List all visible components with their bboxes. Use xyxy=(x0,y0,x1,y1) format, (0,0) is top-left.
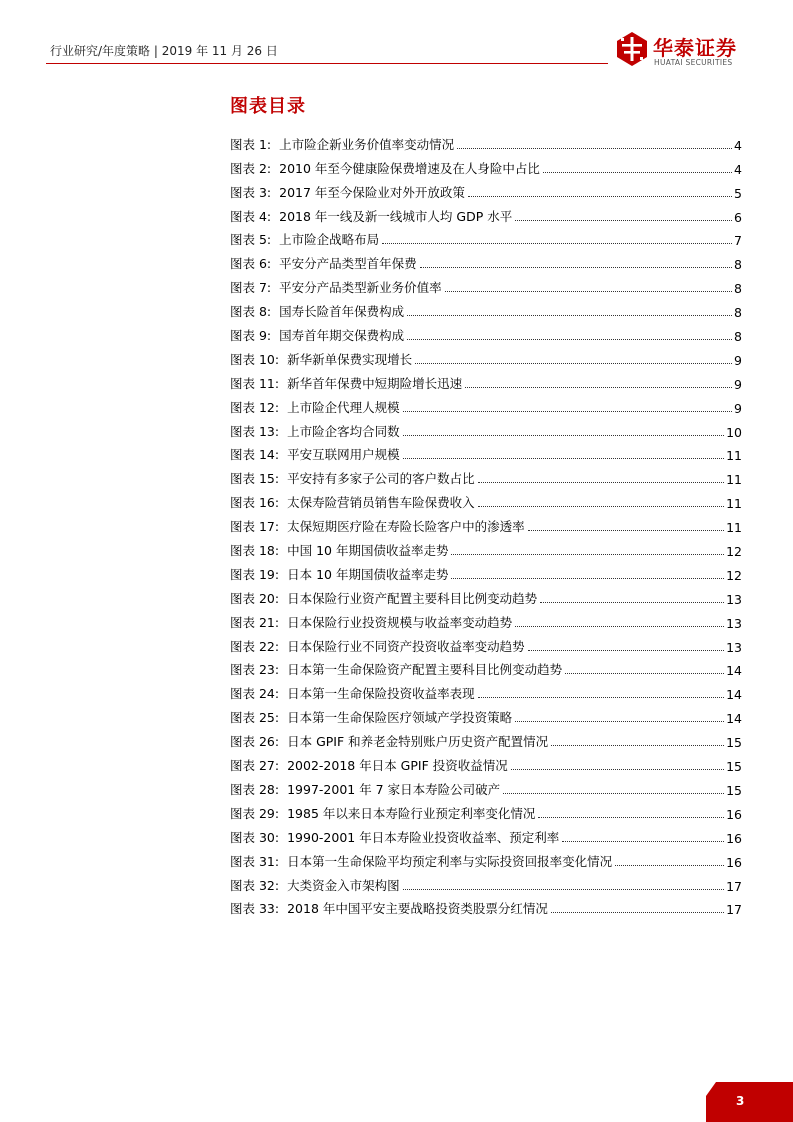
toc-entry[interactable] xyxy=(230,368,742,392)
toc-entry[interactable] xyxy=(230,392,742,416)
toc-entry-page: 15 xyxy=(726,759,742,775)
toc-entry-label: 图表 29: xyxy=(230,805,280,821)
toc-entry-title: 日本 10 年期国债收益率走势 xyxy=(287,566,449,582)
toc-leader-dots xyxy=(451,578,724,579)
toc-entry-page: 11 xyxy=(726,496,742,512)
toc-entry-label: 图表 31: xyxy=(230,853,280,869)
toc-entry[interactable] xyxy=(230,774,742,798)
toc-entry-label: 图表 10: xyxy=(230,351,280,367)
toc-leader-dots xyxy=(503,793,724,794)
toc-entry[interactable] xyxy=(230,272,742,296)
toc-entry-page: 13 xyxy=(726,615,742,631)
toc-list xyxy=(230,129,742,917)
toc-entry[interactable] xyxy=(230,750,742,774)
toc-entry-title: 2002-2018 年日本 GPIF 投资收益情况 xyxy=(287,758,508,774)
toc-entry-page: 13 xyxy=(726,639,742,655)
toc-leader-dots xyxy=(478,697,724,698)
page-number-badge xyxy=(706,1082,793,1122)
toc-entry[interactable] xyxy=(230,153,742,177)
toc-entry[interactable] xyxy=(230,607,742,631)
toc-leader-dots xyxy=(515,626,724,627)
toc-entry-title: 2010 年至今健康险保费增速及在人身险中占比 xyxy=(279,160,540,176)
toc-leader-dots xyxy=(540,602,724,603)
toc-leader-dots xyxy=(528,650,724,651)
toc-entry[interactable] xyxy=(230,702,742,726)
toc-entry-title: 2018 年中国平安主要战略投资类股票分红情况 xyxy=(287,901,548,917)
toc-entry[interactable] xyxy=(230,487,742,511)
toc-leader-dots xyxy=(528,530,724,531)
toc-entry-label: 图表 4: xyxy=(230,208,272,224)
huatai-logo xyxy=(617,30,749,70)
toc-entry-title: 平安持有多家子公司的客户数占比 xyxy=(287,471,475,487)
toc-entry[interactable] xyxy=(230,870,742,894)
toc-entry-title: 平安互联网用户规模 xyxy=(287,447,400,463)
toc-entry[interactable] xyxy=(230,511,742,535)
toc-leader-dots xyxy=(407,315,732,316)
page-number: 3 xyxy=(736,1094,745,1108)
toc-leader-dots xyxy=(420,267,732,268)
toc-entry[interactable] xyxy=(230,798,742,822)
toc-entry-label: 图表 22: xyxy=(230,638,280,654)
toc-entry[interactable] xyxy=(230,463,742,487)
toc-leader-dots xyxy=(403,458,724,459)
toc-entry-page: 14 xyxy=(726,711,742,727)
toc-leader-dots xyxy=(407,339,732,340)
toc-leader-dots xyxy=(511,769,724,770)
toc-leader-dots xyxy=(415,363,732,364)
toc-entry[interactable] xyxy=(230,535,742,559)
toc-entry-title: 国寿长险首年保费构成 xyxy=(279,304,405,320)
toc-entry-page: 8 xyxy=(734,281,742,297)
toc-entry-page: 9 xyxy=(734,376,742,392)
toc-entry-title: 2017 年至今保险业对外开放政策 xyxy=(279,184,465,200)
toc-entry[interactable] xyxy=(230,344,742,368)
toc-entry-label: 图表 27: xyxy=(230,758,280,774)
header-breadcrumb: 行业研究/年度策略 | 2019 年 11 月 26 日 xyxy=(50,44,278,58)
toc-leader-dots xyxy=(468,196,732,197)
toc-entry-label: 图表 28: xyxy=(230,781,280,797)
toc-leader-dots xyxy=(382,243,732,244)
toc-leader-dots xyxy=(565,673,724,674)
toc-entry-page: 11 xyxy=(726,520,742,536)
toc-leader-dots xyxy=(403,411,732,412)
toc-entry[interactable] xyxy=(230,894,742,918)
toc-entry-page: 8 xyxy=(734,305,742,321)
header-divider xyxy=(46,63,608,64)
toc-entry-title: 日本第一生命保险医疗领域产学投资策略 xyxy=(287,710,513,726)
toc-entry-title: 上市险企新业务价值率变动情况 xyxy=(279,136,455,152)
toc-entry[interactable] xyxy=(230,655,742,679)
toc-entry[interactable] xyxy=(230,846,742,870)
huatai-logo-icon xyxy=(617,32,647,66)
toc-entry[interactable] xyxy=(230,631,742,655)
toc-entry-page: 15 xyxy=(726,782,742,798)
toc-leader-dots xyxy=(403,889,724,890)
toc-entry[interactable] xyxy=(230,320,742,344)
toc-entry-label: 图表 19: xyxy=(230,566,280,582)
toc-entry-title: 2018 年一线及新一线城市人均 GDP 水平 xyxy=(279,208,513,224)
toc-entry-page: 9 xyxy=(734,352,742,368)
logo-chinese-name: 华泰证券 xyxy=(653,36,737,60)
toc-entry-label: 图表 15: xyxy=(230,471,280,487)
toc-entry-title: 日本保险行业投资规模与收益率变动趋势 xyxy=(287,614,513,630)
toc-entry-page: 7 xyxy=(734,233,742,249)
toc-entry-label: 图表 5: xyxy=(230,232,272,248)
toc-entry-page: 14 xyxy=(726,687,742,703)
toc-entry-page: 17 xyxy=(726,878,742,894)
toc-entry-page: 11 xyxy=(726,448,742,464)
toc-entry-label: 图表 17: xyxy=(230,519,280,535)
toc-leader-dots xyxy=(465,387,732,388)
toc-entry-label: 图表 3: xyxy=(230,184,272,200)
toc-entry-page: 6 xyxy=(734,209,742,225)
toc-entry-label: 图表 8: xyxy=(230,304,272,320)
toc-entry-title: 太保短期医疗险在寿险长险客户中的渗透率 xyxy=(287,519,525,535)
toc-entry-label: 图表 1: xyxy=(230,136,272,152)
toc-entry-title: 1985 年以来日本寿险行业预定利率变化情况 xyxy=(287,805,536,821)
toc-entry-page: 12 xyxy=(726,544,742,560)
toc-entry-label: 图表 20: xyxy=(230,590,280,606)
toc-entry-page: 16 xyxy=(726,854,742,870)
toc-entry-title: 平安分产品类型新业务价值率 xyxy=(279,280,442,296)
toc-entry[interactable] xyxy=(230,177,742,201)
toc-leader-dots xyxy=(615,865,724,866)
toc-leader-dots xyxy=(445,291,732,292)
toc-entry-page: 8 xyxy=(734,329,742,345)
toc-entry-page: 16 xyxy=(726,806,742,822)
toc-entry-title: 上市险企客均合同数 xyxy=(287,423,400,439)
toc-title: 图表目录 xyxy=(230,96,306,117)
toc-entry-title: 日本第一生命保险平均预定利率与实际投资回报率变化情况 xyxy=(287,853,613,869)
toc-entry-title: 日本第一生命保险投资收益率表现 xyxy=(287,686,475,702)
toc-entry-label: 图表 25: xyxy=(230,710,280,726)
toc-entry-page: 15 xyxy=(726,735,742,751)
toc-entry-title: 日本 GPIF 和养老金特别账户历史资产配置情况 xyxy=(287,734,549,750)
toc-leader-dots xyxy=(478,506,724,507)
toc-leader-dots xyxy=(551,912,724,913)
toc-entry[interactable] xyxy=(230,201,742,225)
toc-leader-dots xyxy=(478,482,724,483)
toc-entry[interactable] xyxy=(230,678,742,702)
toc-leader-dots xyxy=(538,817,724,818)
toc-entry-label: 图表 7: xyxy=(230,280,272,296)
toc-entry[interactable] xyxy=(230,296,742,320)
toc-entry-page: 10 xyxy=(726,424,742,440)
toc-entry[interactable] xyxy=(230,559,742,583)
toc-entry-label: 图表 18: xyxy=(230,543,280,559)
toc-entry-label: 图表 21: xyxy=(230,614,280,630)
toc-entry-title: 日本保险行业不同资产投资收益率变动趋势 xyxy=(287,638,525,654)
toc-entry-label: 图表 30: xyxy=(230,829,280,845)
toc-entry[interactable] xyxy=(230,440,742,464)
toc-entry-page: 11 xyxy=(726,472,742,488)
toc-entry-label: 图表 2: xyxy=(230,160,272,176)
toc-entry-page: 14 xyxy=(726,663,742,679)
toc-entry[interactable] xyxy=(230,225,742,249)
toc-entry-title: 太保寿险营销员销售车险保费收入 xyxy=(287,495,475,511)
toc-entry[interactable] xyxy=(230,248,742,272)
toc-entry-page: 5 xyxy=(734,185,742,201)
toc-entry-label: 图表 23: xyxy=(230,662,280,678)
toc-entry[interactable] xyxy=(230,726,742,750)
toc-entry[interactable] xyxy=(230,583,742,607)
toc-entry-page: 4 xyxy=(734,161,742,177)
toc-entry-title: 日本保险行业资产配置主要科目比例变动趋势 xyxy=(287,590,538,606)
toc-entry-page: 8 xyxy=(734,257,742,273)
toc-entry[interactable] xyxy=(230,416,742,440)
logo-english-name: HUATAI SECURITIES xyxy=(654,58,733,67)
toc-entry-title: 平安分产品类型首年保费 xyxy=(279,256,417,272)
toc-entry-title: 上市险企战略布局 xyxy=(279,232,380,248)
toc-entry-label: 图表 9: xyxy=(230,328,272,344)
toc-leader-dots xyxy=(451,554,724,555)
toc-entry[interactable] xyxy=(230,129,742,153)
toc-leader-dots xyxy=(515,220,732,221)
toc-entry-label: 图表 32: xyxy=(230,877,280,893)
toc-entry-label: 图表 12: xyxy=(230,399,280,415)
toc-entry-page: 12 xyxy=(726,567,742,583)
toc-entry-title: 日本第一生命保险资产配置主要科目比例变动趋势 xyxy=(287,662,563,678)
toc-entry-page: 16 xyxy=(726,830,742,846)
toc-entry-page: 9 xyxy=(734,400,742,416)
toc-entry-title: 1997-2001 年 7 家日本寿险公司破产 xyxy=(287,781,501,797)
toc-entry-title: 国寿首年期交保费构成 xyxy=(279,328,405,344)
toc-entry-page: 4 xyxy=(734,137,742,153)
toc-leader-dots xyxy=(562,841,724,842)
toc-leader-dots xyxy=(403,435,724,436)
toc-leader-dots xyxy=(457,148,732,149)
toc-entry-page: 13 xyxy=(726,591,742,607)
toc-entry-label: 图表 33: xyxy=(230,901,280,917)
toc-entry-label: 图表 14: xyxy=(230,447,280,463)
toc-leader-dots xyxy=(551,745,724,746)
toc-entry-label: 图表 16: xyxy=(230,495,280,511)
toc-entry-title: 上市险企代理人规模 xyxy=(287,399,400,415)
toc-entry-page: 17 xyxy=(726,902,742,918)
toc-entry-label: 图表 11: xyxy=(230,375,280,391)
toc-entry-label: 图表 6: xyxy=(230,256,272,272)
toc-entry-label: 图表 13: xyxy=(230,423,280,439)
toc-entry-title: 中国 10 年期国债收益率走势 xyxy=(287,543,449,559)
toc-entry-label: 图表 26: xyxy=(230,734,280,750)
toc-leader-dots xyxy=(543,172,732,173)
toc-entry-title: 新华新单保费实现增长 xyxy=(287,351,413,367)
toc-entry-title: 新华首年保费中短期险增长迅速 xyxy=(287,375,463,391)
toc-leader-dots xyxy=(515,721,724,722)
toc-entry-title: 大类资金入市架构图 xyxy=(287,877,400,893)
toc-entry[interactable] xyxy=(230,822,742,846)
toc-entry-label: 图表 24: xyxy=(230,686,280,702)
toc-entry-title: 1990-2001 年日本寿险业投资收益率、预定利率 xyxy=(287,829,560,845)
